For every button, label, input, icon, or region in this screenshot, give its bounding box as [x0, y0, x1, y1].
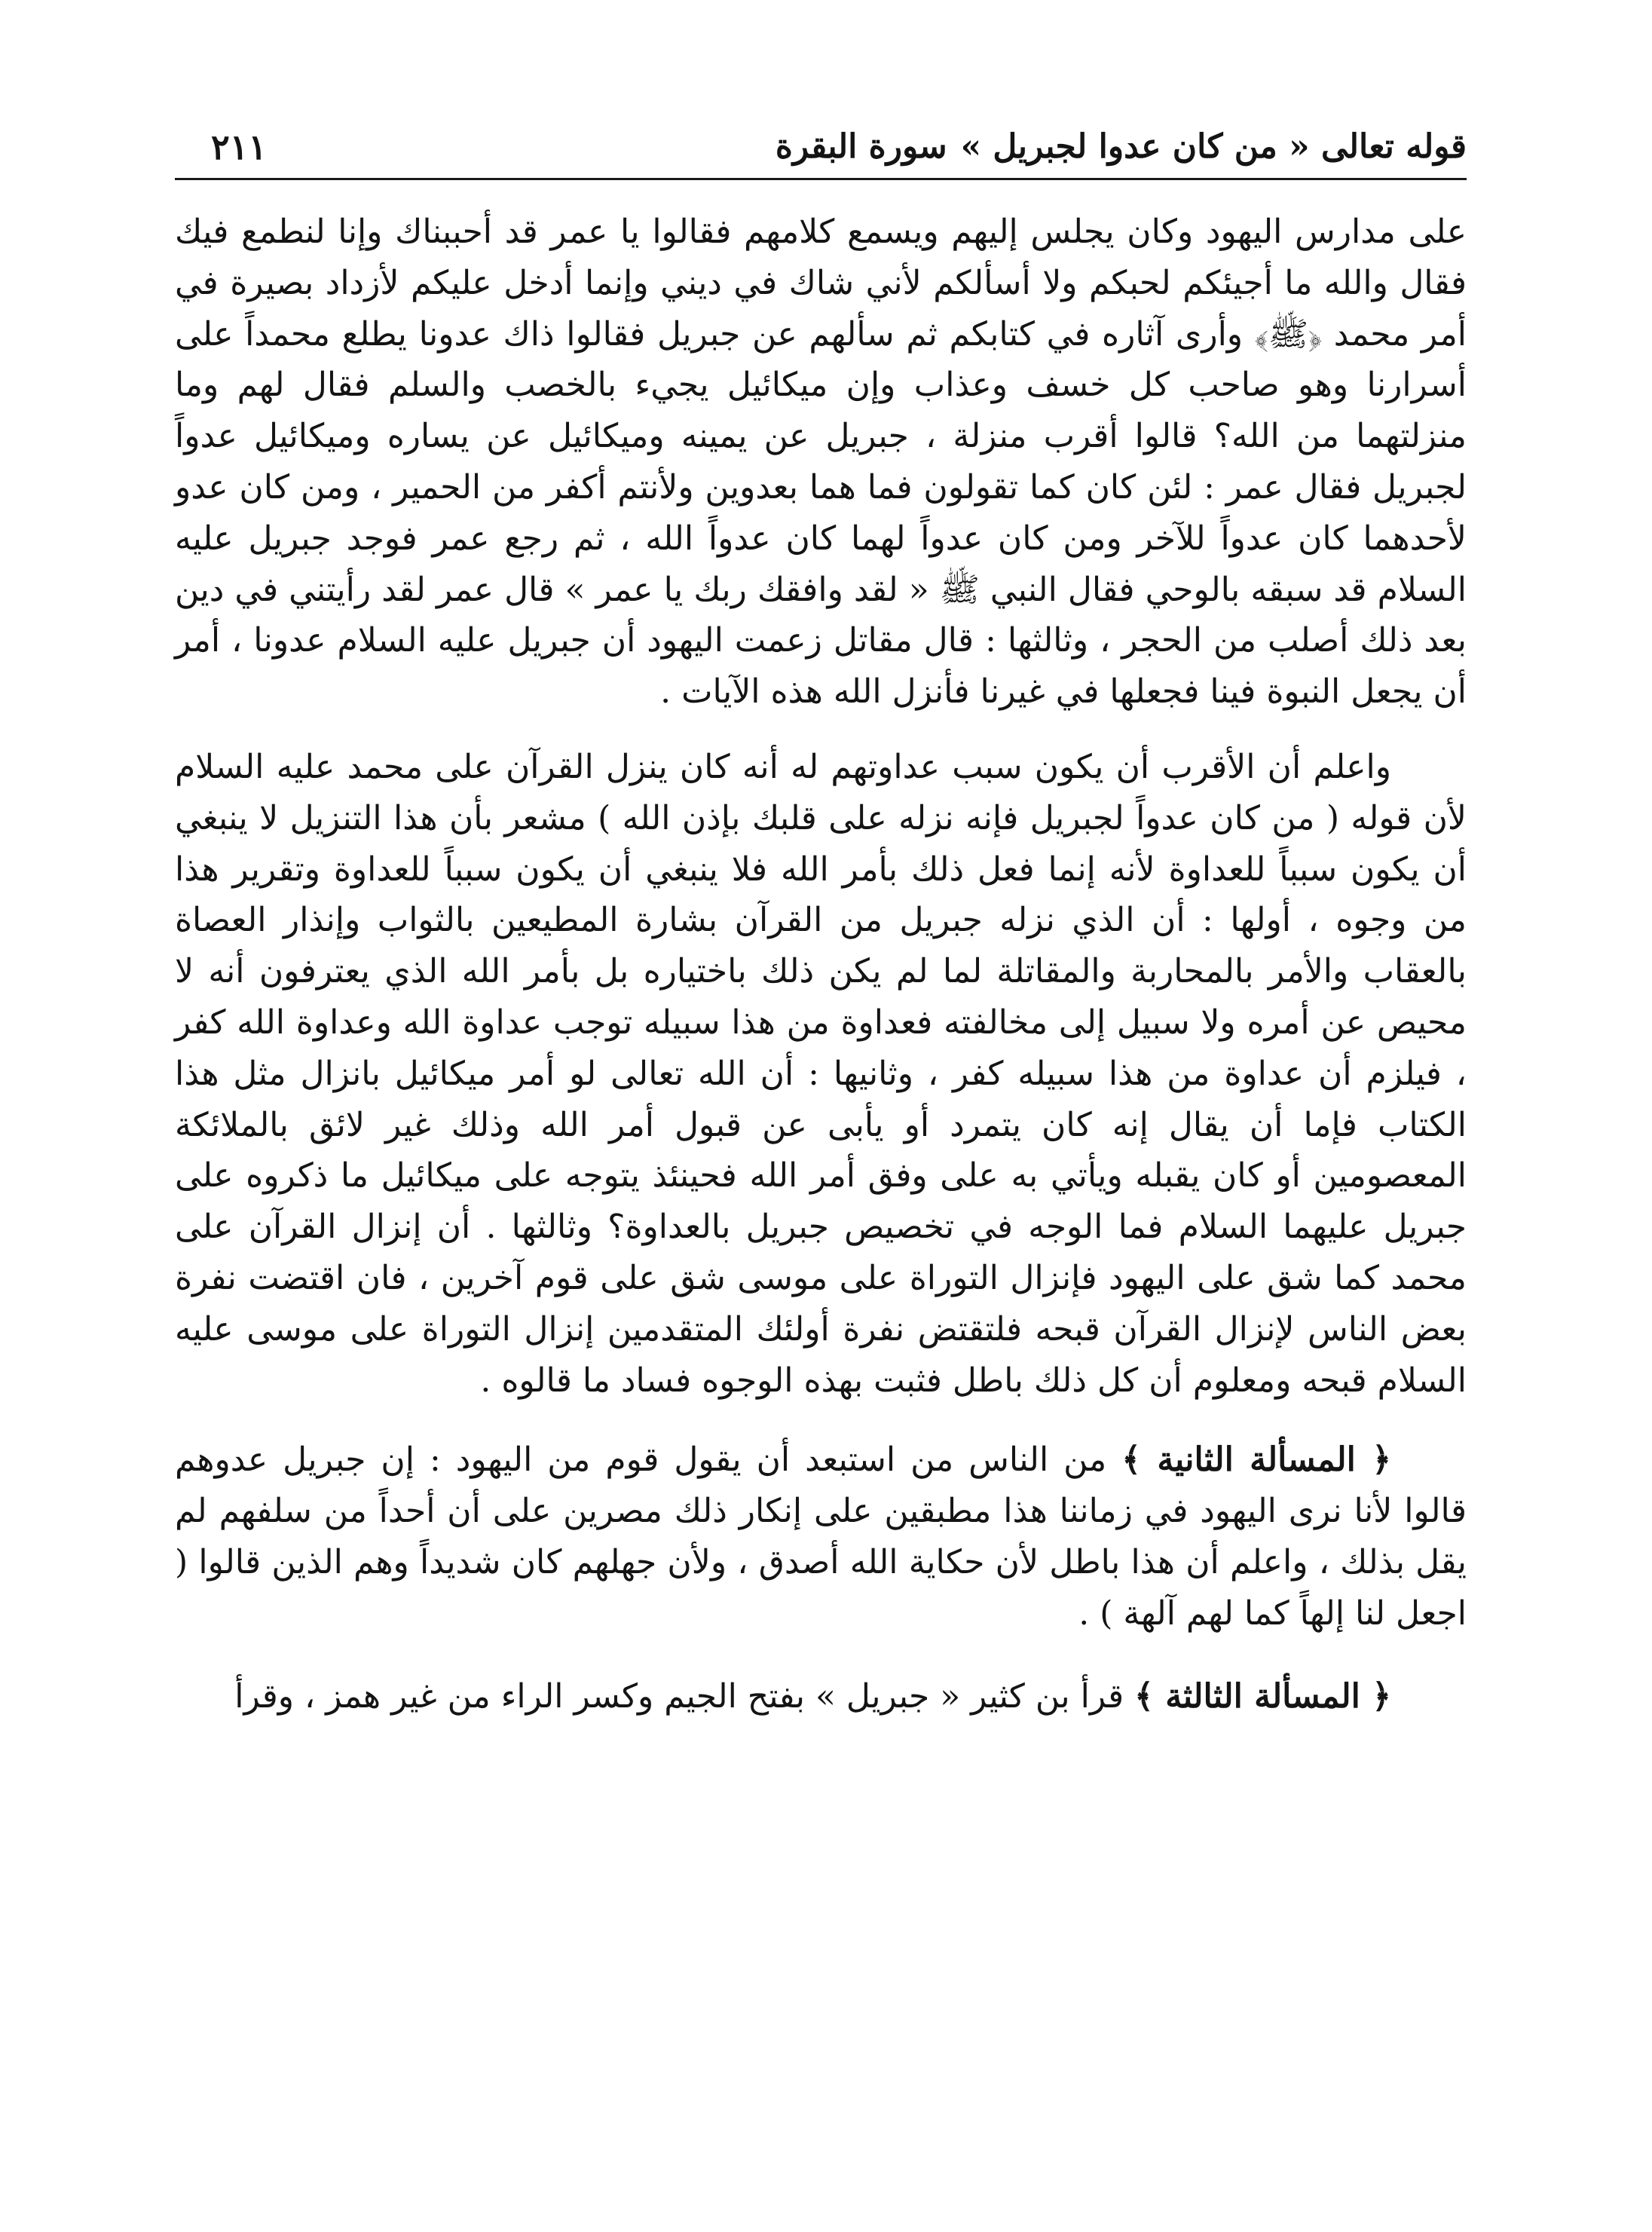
issue-3-heading	[1134, 1677, 1391, 1716]
issue-2-paragraph	[175, 1434, 1467, 1639]
surah-name: سورة البقرة	[775, 127, 947, 166]
page-header	[175, 113, 1467, 181]
paragraph-2: واعلم أن الأقرب أن يكون سبب عداوتهم له أنه كان ينزل القرآن على محمد عليه السلام لأن قوله ( من كان عدواً لجبريل فإنه نزله على قلبك بإذن الله ) مشعر بأن هذا التنزيل لا ينبغي أن يكون سبباً للعداوة لأنه إنما فعل ذلك بأمر الله فلا ينبغي أن يكون سبباً للعداوة وتقرير هذا من وجوه ، أولها : أن الذي نزله جبريل من القرآن بشارة المطيعين بالثواب وإنذار العصاة بالعقاب والأمر بالمحاربة والمقاتلة لما لم يكن ذلك باختياره بل بأمر الله الذي يعترفون أنه لا محيص عن أمره ولا سبيل إلى مخالفته فعداوة من هذا سبيله توجب عداوة الله وعداوة الله كفر ، فيلزم أن عداوة من هذا سبيله كفر ، وثانيها : أن الله تعالى لو أمر ميكائيل بانزال مثل هذا الكتاب فإما أن يقال إنه كان يتمرد أو يأبى عن قبول أمر الله وذلك غير لائق بالملائكة المعصومين أو كان يقبله ويأتي به على وفق أمر الله فحينئذ يتوجه على ميكائيل ما ذكروه على جبريل عليهما السلام فما الوجه في تخصيص جبريل بالعداوة؟ وثالثها . أن إنزال القرآن على محمد كما شق على اليهود فإنزال التوراة على موسى شق على قوم آخرين ، فان اقتضت نفرة بعض الناس لإنزال القرآن قبحه فلتقتض نفرة أولئك المتقدمين إنزال التوراة على موسى عليه السلام قبحه ومعلوم أن كل ذلك باطل فثبت بهذه الوجوه فساد ما قالوه .	[175, 747, 1467, 1400]
running-title-text: قوله تعالى « من كان عدوا لجبريل »	[960, 127, 1467, 166]
issue-2-text: من الناس من استبعد أن يقول قوم من اليهود : إن جبريل عدوهم قالوا لأنا نرى اليهود في زماننا هذا مطبقين على إنكار ذلك مصرين على أن أحداً من سلفهم لم يقل بذلك ، واعلم أن هذا باطل لأن حكاية الله أصدق ، ولأن جهلهم كان شديداً وهم الذين قالوا ( اجعل لنا إلهاً كما لهم آلهة ) .	[175, 1441, 1467, 1633]
issue-3-paragraph	[175, 1671, 1467, 1722]
ornament-bracket-close: ﴾	[1134, 1676, 1154, 1716]
issue-2-title: المسألة الثانية	[1157, 1441, 1356, 1480]
ornament-bracket-close: ﴾	[1121, 1441, 1142, 1480]
paragraph-1: على مدارس اليهود وكان يجلس إليهم ويسمع كلامهم فقالوا يا عمر قد أحببناك وإنا لنطمع فيك فقال والله ما أجيئكم لحبكم ولا أسألكم لأني شاك في ديني وإنما أدخل عليكم لأزداد بصيرة في أمر محمد ﴿ﷺ﴾ وأرى آثاره في كتابكم ثم سألهم عن جبريل فقالوا ذاك عدونا يطلع محمداً على أسرارنا وهو صاحب كل خسف وعذاب وإن ميكائيل يجيء بالخصب والسلم فقال لهم وما منزلتهما من الله؟ قالوا أقرب منزلة ، جبريل عن يمينه وميكائيل عن يساره وميكائيل عدواً لجبريل فقال عمر : لئن كان كما تقولون فما هما بعدوين ولأنتم أكفر من الحمير ، ومن كان عدو لأحدهما كان عدواً للآخر ومن كان عدواً لهما كان عدواً الله ، ثم رجع عمر فوجد جبريل عليه السلام قد سبقه بالوحي فقال النبي ﷺ « لقد وافقك ربك يا عمر » قال عمر لقد رأيتني في دين بعد ذلك أصلب من الحجر ، وثالثها : قال مقاتل زعمت اليهود أن جبريل عليه السلام عدونا ، أمر أن يجعل النبوة فينا فجعلها في غيرنا فأنزل الله هذه الآيات .	[175, 213, 1467, 712]
issue-3-text: قرأ بن كثير « جبريل » بفتح الجيم وكسر الراء من غير همز ، وقرأ	[234, 1676, 1124, 1716]
header-divider	[175, 178, 1467, 180]
ornament-bracket-open: ﴿	[1372, 1676, 1391, 1716]
page-number: ٢١١	[211, 127, 268, 167]
running-title	[776, 113, 1467, 181]
ornament-bracket-open: ﴿	[1372, 1441, 1392, 1480]
main-text	[175, 207, 1467, 1722]
issue-3-title: المسألة الثالثة	[1165, 1676, 1360, 1716]
issue-2-heading	[1121, 1441, 1391, 1479]
